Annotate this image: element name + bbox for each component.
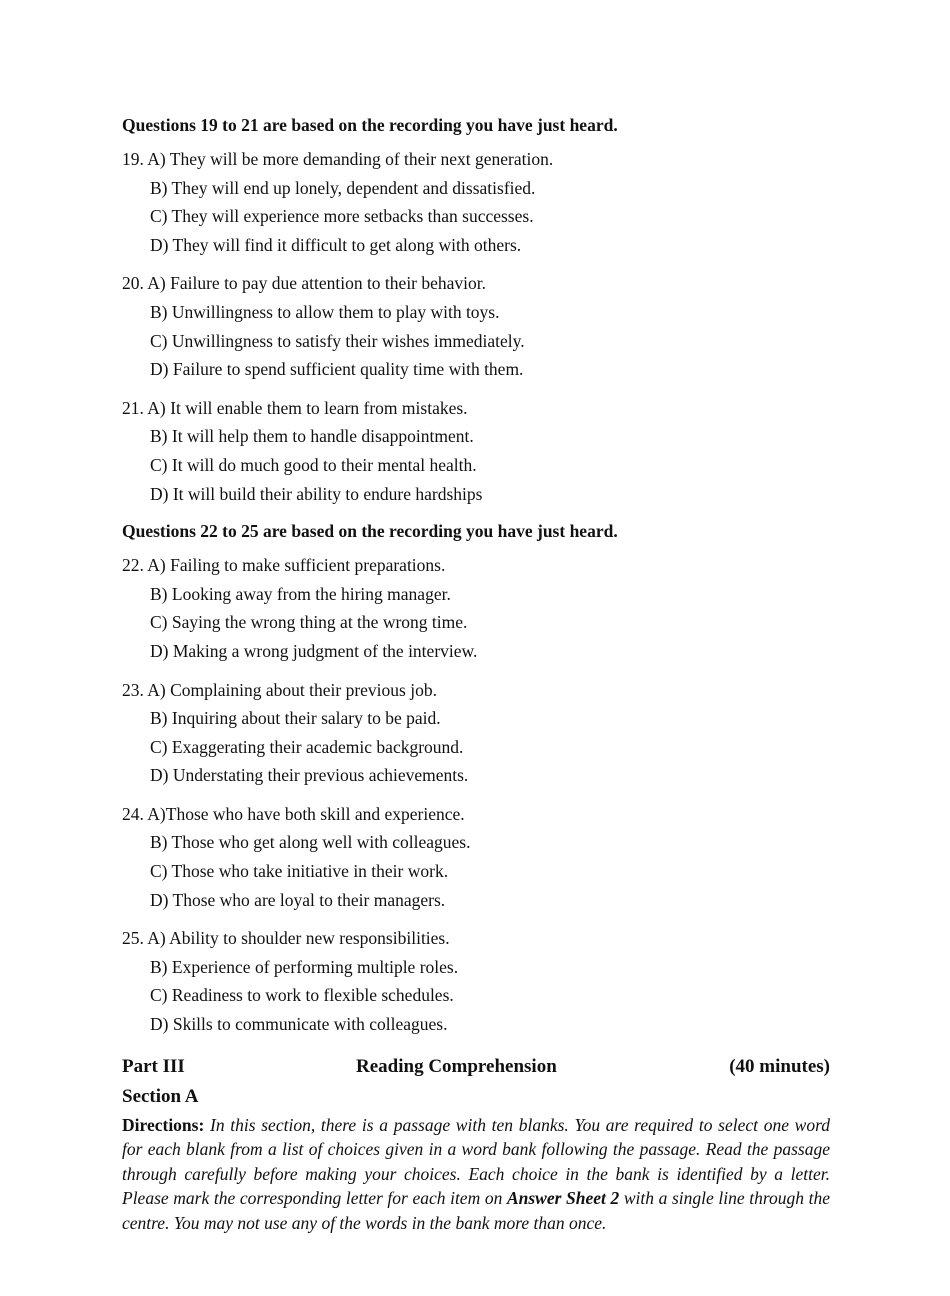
question-25 bbox=[122, 924, 830, 1038]
question-24-option-d: D) Those who are loyal to their managers. bbox=[150, 889, 446, 910]
answer-sheet-reference: Answer Sheet 2 bbox=[506, 1188, 620, 1209]
question-22-option-a: 22. A) Failing to make sufficient preparations. bbox=[122, 555, 446, 576]
question-25-option-d: D) Skills to communicate with colleagues. bbox=[150, 1014, 448, 1035]
exam-page bbox=[122, 112, 830, 1236]
questions-19-21-heading: Questions 19 to 21 are based on the recording you have just heard. bbox=[122, 115, 618, 135]
question-22-option-c: C) Saying the wrong thing at the wrong time. bbox=[150, 612, 468, 633]
question-25-option-b: B) Experience of performing multiple roles. bbox=[150, 956, 459, 977]
part-label: Part III bbox=[122, 1055, 185, 1077]
directions-label: Directions: bbox=[122, 1114, 205, 1135]
part-time: (40 minutes) bbox=[729, 1055, 830, 1077]
question-25-option-c: C) Readiness to work to flexible schedules. bbox=[150, 985, 454, 1006]
question-22-option-d: D) Making a wrong judgment of the interview. bbox=[150, 640, 478, 661]
question-20 bbox=[122, 269, 830, 383]
question-24 bbox=[122, 800, 830, 914]
question-22 bbox=[122, 551, 830, 665]
question-19-option-d: D) They will find it difficult to get along with others. bbox=[150, 234, 522, 255]
question-22-option-b: B) Looking away from the hiring manager. bbox=[150, 583, 451, 604]
question-23-option-b: B) Inquiring about their salary to be paid. bbox=[150, 708, 441, 729]
question-21-option-c: C) It will do much good to their mental health. bbox=[150, 454, 477, 475]
question-23-option-a: 23. A) Complaining about their previous job. bbox=[122, 679, 437, 700]
directions-text-2: with a single line through the centre. You may not use any of the words in the bank more than once. bbox=[122, 1188, 831, 1233]
question-23-option-d: D) Understating their previous achievements. bbox=[150, 765, 469, 786]
part-header bbox=[122, 1053, 830, 1081]
question-20-option-b: B) Unwillingness to allow them to play with toys. bbox=[150, 301, 500, 322]
questions-22-25-heading: Questions 22 to 25 are based on the recording you have just heard. bbox=[122, 521, 618, 542]
question-23-option-c: C) Exaggerating their academic background. bbox=[150, 736, 464, 757]
question-21-option-a: 21. A) It will enable them to learn from mistakes. bbox=[122, 397, 468, 418]
question-24-option-c: C) Those who take initiative in their work. bbox=[150, 861, 449, 882]
question-19 bbox=[122, 145, 830, 259]
directions-paragraph bbox=[122, 1113, 830, 1236]
question-23 bbox=[122, 676, 830, 790]
question-24-option-a: 24. A)Those who have both skill and experience. bbox=[122, 803, 465, 824]
question-19-option-c: C) They will experience more setbacks than successes. bbox=[150, 206, 534, 227]
question-25-option-a: 25. A) Ability to shoulder new responsibilities. bbox=[122, 928, 450, 949]
question-21 bbox=[122, 394, 830, 508]
question-21-option-d: D) It will build their ability to endure hardships bbox=[150, 483, 483, 504]
question-20-option-d: D) Failure to spend sufficient quality time with them. bbox=[150, 359, 524, 380]
question-21-option-b: B) It will help them to handle disappointment. bbox=[150, 426, 474, 447]
question-20-option-c: C) Unwillingness to satisfy their wishes immediately. bbox=[150, 330, 525, 351]
section-title: Section A bbox=[122, 1085, 199, 1107]
question-19-option-a: 19. A) They will be more demanding of their next generation. bbox=[122, 149, 554, 169]
question-19-option-b: B) They will end up lonely, dependent and dissatisfied. bbox=[150, 177, 536, 198]
part-title: Reading Comprehension bbox=[356, 1055, 557, 1077]
directions-text-1: In this section, there is a passage with ten blanks. You are required to select one word for each blank from a list of choices given in a word bank following the passage. Read the passage through carefully before making your choices. Each choice in the bank is identified by a letter. Please mark the corresponding letter for each item on bbox=[122, 1114, 830, 1209]
question-24-option-b: B) Those who get along well with colleagues. bbox=[150, 832, 471, 853]
question-20-option-a: 20. A) Failure to pay due attention to their behavior. bbox=[122, 273, 487, 294]
